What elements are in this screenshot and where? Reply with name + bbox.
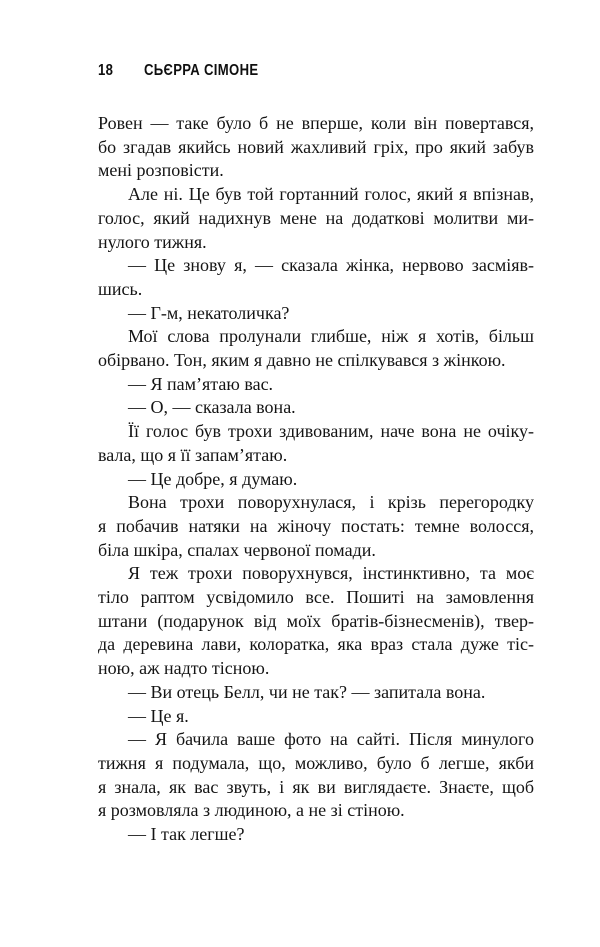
text-line: обірвано. Тон, яким я давно не спілкувався з жінкою.	[98, 350, 506, 371]
text-line: тіло раптом усвідомило все. Пошиті на замовлення	[98, 587, 534, 608]
page-text	[98, 112, 534, 847]
text-line: нулого тижня.	[98, 231, 207, 252]
text-line: шись.	[98, 278, 143, 299]
text-line: — Це знову я, — сказала жінка, нервово засміяв-	[128, 255, 534, 276]
running-header	[98, 62, 283, 82]
text-line: голос, який надихнув мене на додаткові молитви ми-	[98, 207, 534, 228]
text-line: штани (подарунок від моїх братів-бізнесменів), твер-	[98, 610, 534, 631]
text-line: я знала, як вас звуть, і як ви виглядаєте. Знаєте, щоб	[98, 776, 534, 797]
text-line: — Г-м, некатоличка?	[128, 302, 290, 323]
text-line: біла шкіра, спалах червоної помади.	[98, 539, 376, 560]
text-line: Її голос був трохи здивованим, наче вона не очіку-	[128, 421, 534, 442]
text-line: ною, аж надто тісною.	[98, 658, 270, 679]
text-line: Я теж трохи поворухнувся, інстинктивно, та моє	[128, 563, 534, 584]
text-line: — Я бачила ваше фото на сайті. Після минулого	[128, 729, 534, 750]
page-number: 18	[98, 62, 114, 79]
text-line: я побачив натяки на жіночу постать: темне волосся,	[98, 515, 534, 536]
text-line: Вона трохи поворухнулася, і крізь перегородку	[128, 492, 534, 513]
text-line: тижня я подумала, що, можливо, було б легше, якби	[98, 752, 534, 773]
text-line: — І так легше?	[128, 824, 245, 845]
text-line: вала, що я її запам’ятаю.	[98, 444, 288, 465]
text-line: — Це добре, я думаю.	[128, 468, 298, 489]
text-line: — Ви отець Белл, чи не так? — запитала вона.	[128, 681, 486, 702]
author-name: СЬЄРРА СІМОНЕ	[143, 62, 259, 79]
text-line: мені розповісти.	[98, 160, 224, 181]
text-line: Ровен — таке було б не вперше, коли він повертався,	[98, 113, 534, 133]
text-line: — Я пам’ятаю вас.	[128, 373, 274, 394]
text-line: я розмовляла з людиною, а не зі стіною.	[98, 800, 405, 821]
text-line: Але ні. Це був той гортанний голос, який я впізнав,	[128, 184, 534, 205]
text-line: Мої слова пролунали глибше, ніж я хотів, більш	[128, 326, 534, 347]
text-line: — Це я.	[128, 705, 189, 726]
text-line: — О, — сказала вона.	[128, 397, 296, 418]
text-line: да деревина лави, колоратка, яка враз стала дуже тіс-	[98, 634, 534, 655]
text-line: бо згадав якийсь новий жахливий гріх, про який забув	[98, 136, 534, 157]
